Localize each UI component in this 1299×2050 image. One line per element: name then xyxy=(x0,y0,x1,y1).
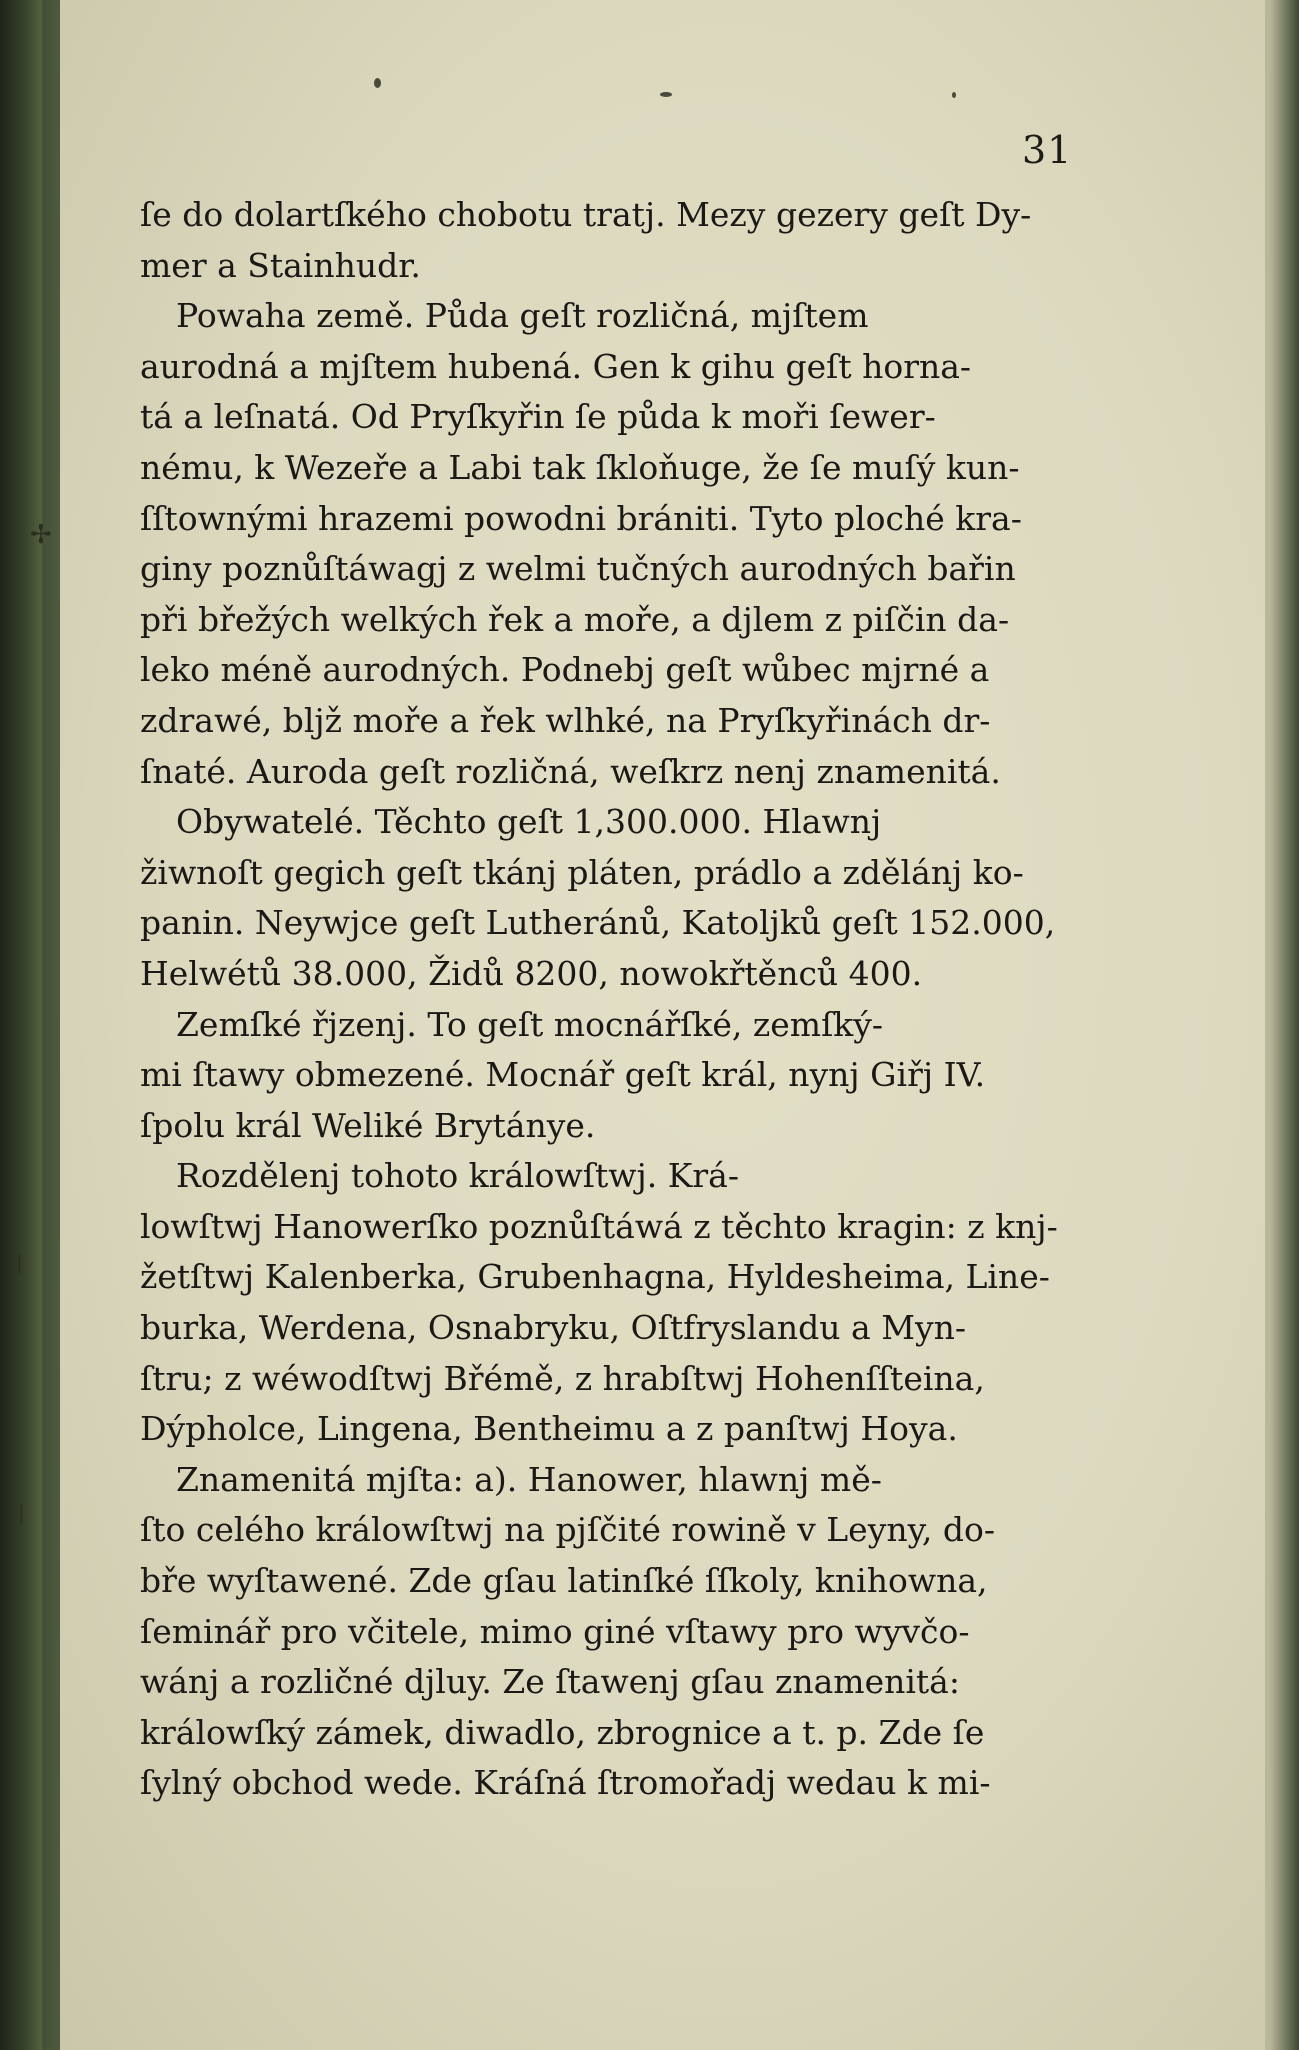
ink-speck xyxy=(660,92,672,97)
text-line: ſto celého králowſtwj na pjſčité rowině v Leyny, do- xyxy=(140,1510,995,1550)
section-heading-line: Zemſké řjzenj. To geſt mocnářſké, zemſký- xyxy=(176,1004,884,1044)
text-line: při břežých welkých řek a moře, a djlem z piſčin da- xyxy=(140,599,1010,639)
text-line: zdrawé, bljž moře a řek wlhké, na Pryſkyřinách dr- xyxy=(140,700,991,740)
text-line: tá a leſnatá. Od Pryſkyřin ſe půda k moři ſewer- xyxy=(140,397,936,437)
text-line: ſylný obchod wede. Kráſná ſtromořadj wedau k mi- xyxy=(140,1763,991,1803)
page-number: 31 xyxy=(1022,128,1073,172)
text-line: aurodná a mjſtem hubená. Gen k gihu geſt horna- xyxy=(140,346,972,386)
margin-mark-icon: ✢ xyxy=(30,520,52,550)
section-heading-line: Znamenitá mjſta: a). Hanower, hlawnj mě- xyxy=(176,1459,882,1499)
margin-mark-icon: | xyxy=(18,1500,25,1524)
text-line: ſeminář pro včitele, mimo giné vſtawy pro wyvčo- xyxy=(140,1611,970,1651)
section-heading-line: Obywatelé. Těchto geſt 1,300.000. Hlawnj xyxy=(176,802,882,842)
margin-mark-icon: | xyxy=(16,1250,23,1274)
text-line: Dýpholce, Lingena, Bentheimu a z panſtwj Hoya. xyxy=(140,1409,958,1449)
text-line: panin. Neywjce geſt Lutheránů, Katoljků geſt 152.000, xyxy=(140,903,1056,943)
section-heading-line: Powaha země. Půda geſt rozličná, mjſtem xyxy=(176,296,869,336)
text-line: Helwétů 38.000, Židů 8200, nowokřtěnců 400. xyxy=(140,953,923,993)
text-line: nému, k Wezeře a Labi tak ſkloňuge, že ſe muſý kun- xyxy=(140,447,1020,487)
text-line: lowſtwj Hanowerſko poznůſtáwá z těchto kragin: z knj- xyxy=(140,1206,1058,1246)
ink-speck xyxy=(374,78,381,88)
text-line: giny poznůſtáwagj z welmi tučných aurodných bařin xyxy=(140,549,1016,589)
text-line: mi ſtawy obmezené. Mocnář geſt král, nynj Giřj IV. xyxy=(140,1055,986,1095)
text-line: žiwnoſt gegich geſt tkánj pláten, prádlo a zdělánj ko- xyxy=(140,852,1024,892)
body-text xyxy=(140,190,1080,1809)
book-spine xyxy=(0,0,42,2050)
text-line: mer a Stainhudr. xyxy=(140,245,421,285)
text-line: bře wyſtawené. Zde gſau latinſké ſſkoly, knihowna, xyxy=(140,1561,988,1601)
text-line: ſpolu král Weliké Brytánye. xyxy=(140,1105,596,1145)
text-line: wánj a rozličné djluy. Ze ſtawenj gſau znamenitá: xyxy=(140,1662,960,1702)
text-line: králowſký zámek, diwadlo, zbrognice a t. p. Zde ſe xyxy=(140,1712,985,1752)
text-line: ſſtownými hrazemi powodni brániti. Tyto ploché kra- xyxy=(140,498,1022,538)
text-line: leko méně aurodných. Podnebj geſt wůbec mjrné a xyxy=(140,650,990,690)
ink-speck xyxy=(952,92,956,98)
section-heading-line: Rozdělenj tohoto králowſtwj. Krá- xyxy=(176,1156,739,1196)
text-line: ſnaté. Auroda geſt rozličná, weſkrz nenj znamenitá. xyxy=(140,751,1001,791)
text-line: žetſtwj Kalenberka, Grubenhagna, Hyldesheima, Line- xyxy=(140,1257,1050,1297)
text-line: ſtru; z wéwodſtwj Břémě, z hrabſtwj Hohenſſteina, xyxy=(140,1358,985,1398)
text-line: ſe do dolartſkého chobotu tratj. Mezy gezery geſt Dy- xyxy=(140,195,1032,234)
text-line: burka, Werdena, Osnabryku, Oſtfryslandu a Myn- xyxy=(140,1308,967,1348)
